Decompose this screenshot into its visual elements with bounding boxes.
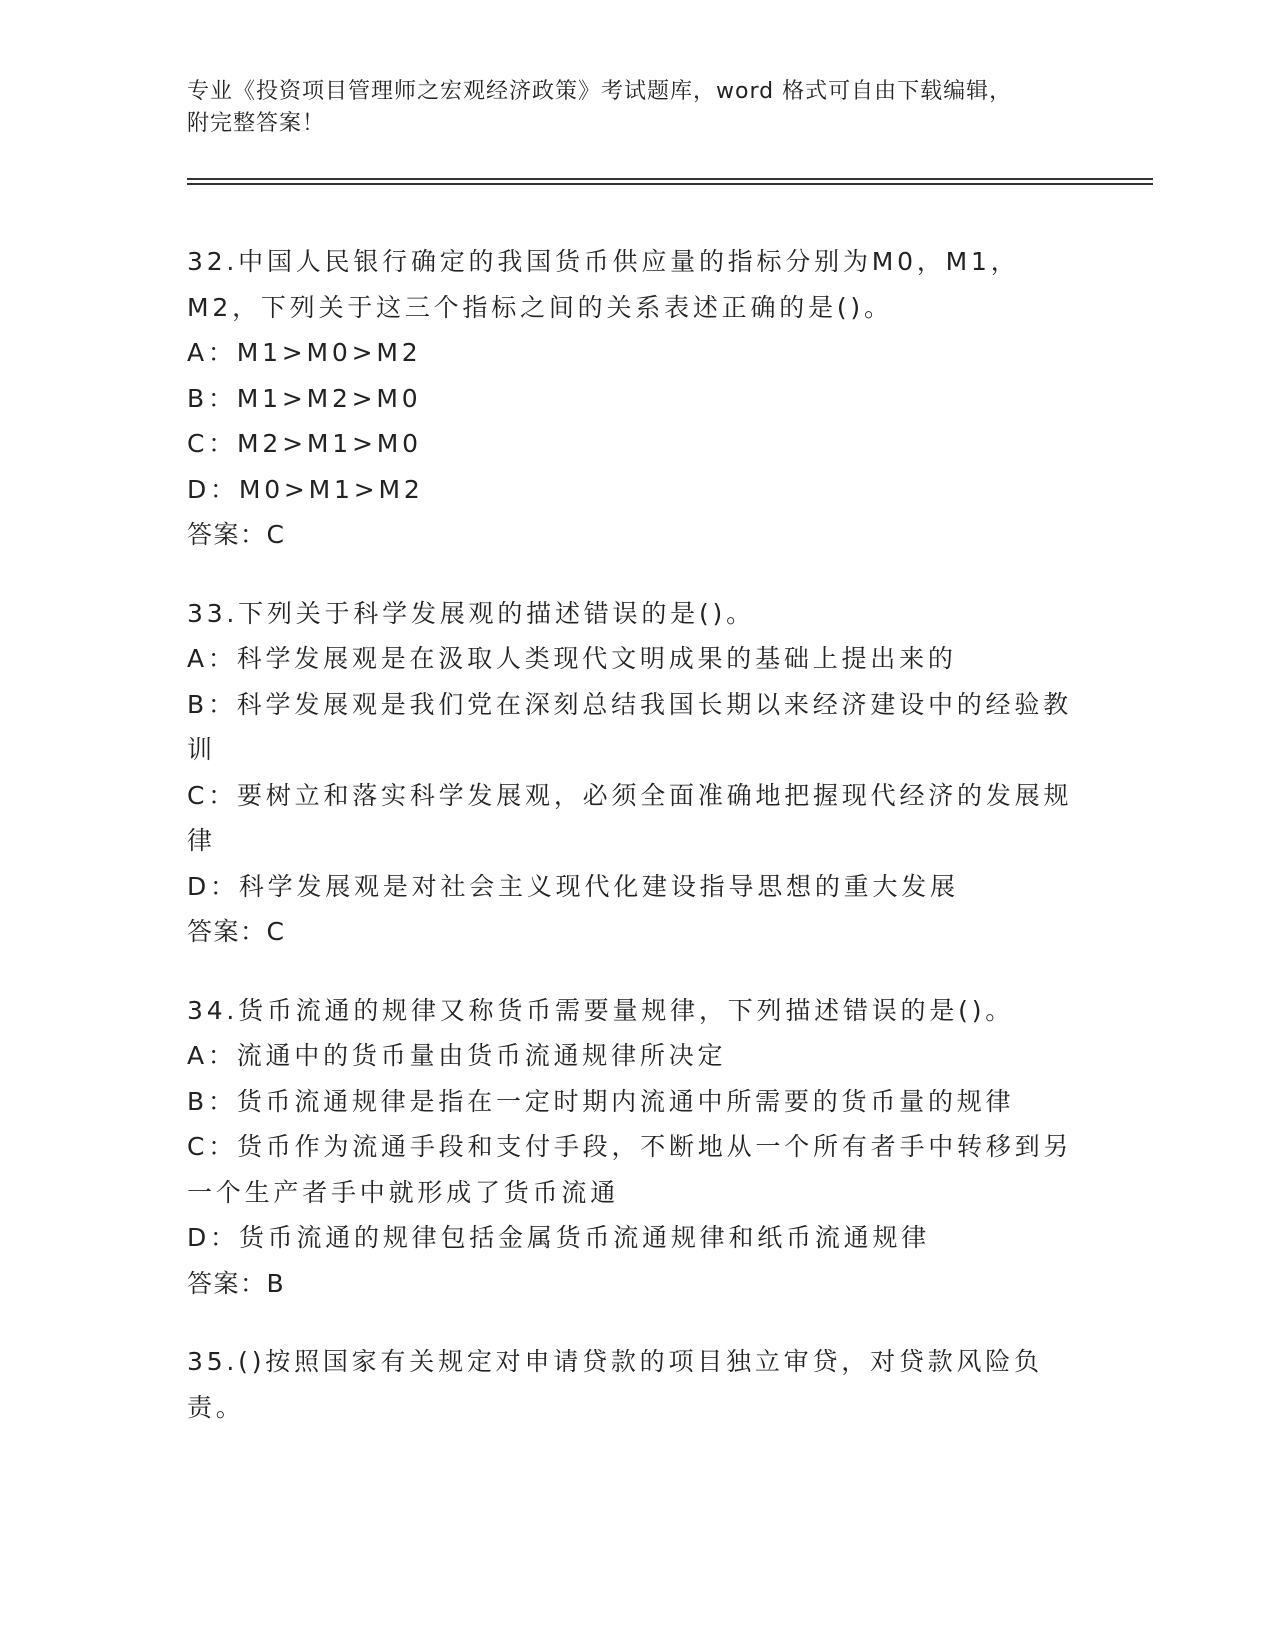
option-c: C：货币作为流通手段和支付手段，不断地从一个所有者手中转移到另一个生产者手中就形成了货币流通 [187,1132,1073,1207]
answer-label: 答案：B [187,1268,286,1298]
option-a: A：流通中的货币量由货币流通规律所决定 [187,1041,727,1070]
answer-label: 答案：C [187,520,286,549]
answer-label: 答案：C [187,917,286,946]
question-text: 34.货币流通的规律又称货币需要量规律，下列描述错误的是()。 [187,995,1015,1025]
option-b: B：科学发展观是我们党在深刻总结我国长期以来经济建设中的经验教训 [187,689,1072,764]
option-b: B：M1>M2>M0 [187,383,422,413]
header-line-1: 专业《投资项目管理师之宏观经济政策》考试题库，word 格式可自由下载编辑， [187,79,1013,104]
question-text: 35.()按照国家有关规定对申请贷款的项目独立审贷，对贷款风险负责。 [187,1347,1043,1422]
option-c: C：要树立和落实科学发展观，必须全面准确地把握现代经济的发展规律 [187,780,1073,855]
question-text: 33.下列关于科学发展观的描述错误的是()。 [187,598,755,628]
option-b: B：货币流通规律是指在一定时期内流通中所需要的货币量的规律 [187,1086,1015,1116]
question-34 [187,988,1082,1307]
question-35 [187,1339,1082,1430]
header-divider-bottom [187,183,1153,185]
option-c: C：M2>M1>M0 [187,429,422,458]
header-line-2: 附完整答案！ [187,111,326,136]
question-32 [187,239,1082,558]
option-d: D：科学发展观是对社会主义现代化建设指导思想的重大发展 [187,871,959,901]
question-text: 32.中国人民银行确定的我国货币供应量的指标分别为M0，M1，M2，下列关于这三个指标之间的关系表述正确的是()。 [187,247,1020,322]
question-list [187,239,1082,1463]
option-d: D：货币流通的规律包括金属货币流通规律和纸币流通规律 [187,1223,931,1252]
document-header [187,76,1067,140]
question-33 [187,591,1082,955]
header-divider-top [187,178,1153,180]
option-a: A：科学发展观是在汲取人类现代文明成果的基础上提出来的 [187,644,957,673]
option-a: A：M1>M0>M2 [187,338,422,367]
option-d: D：M0>M1>M2 [187,474,424,504]
